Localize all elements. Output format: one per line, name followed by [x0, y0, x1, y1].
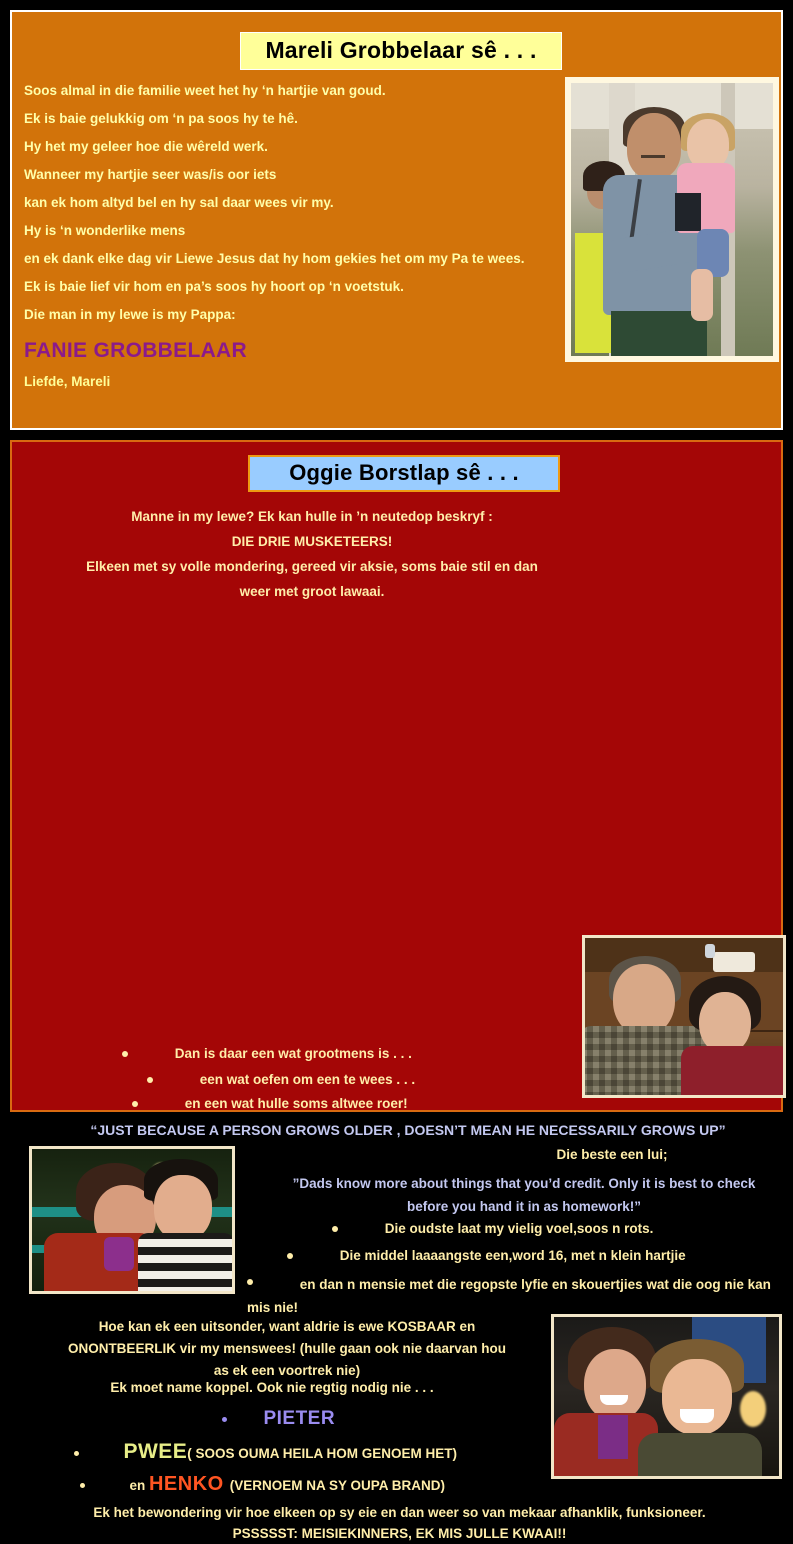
- bullet-dot: [287, 1253, 293, 1259]
- bullet-text: een wat oefen om een te wees . . .: [199, 1072, 416, 1087]
- body-line: Die man in my lewe is my Pappa:: [24, 307, 236, 322]
- bullet-item: [132, 1096, 408, 1111]
- bullet-dot: [247, 1279, 253, 1285]
- bullet-text: Die oudste laat my vielig voel,soos n rots.: [384, 1221, 654, 1236]
- slide-two-intro: [52, 504, 572, 604]
- body-line: Wanneer my hartjie seer was/is oor iets: [24, 167, 277, 182]
- name-henko-note: (VERNOEM NA SY OUPA BRAND): [229, 1478, 445, 1493]
- woman-kissing-teen-boy-photo: [29, 1146, 235, 1294]
- bullet-dot: [132, 1101, 138, 1107]
- koppel-text: Ek moet name koppel. Ook nie regtig nodig nie . . .: [110, 1380, 434, 1395]
- name-henko: HENKO: [148, 1473, 224, 1495]
- slide-one-body: [24, 78, 564, 330]
- name-pwee: PWEE: [123, 1440, 188, 1463]
- hoe-kan-ek-block: [22, 1316, 552, 1382]
- bullet-item: [287, 1248, 686, 1263]
- signoff-text: Liefde, Mareli: [24, 374, 111, 389]
- bullet-item: [247, 1273, 793, 1319]
- bullet-dot: [74, 1451, 79, 1456]
- bullet-dot: [222, 1417, 227, 1422]
- english-quote-two: [250, 1172, 793, 1218]
- bullet-text: Dan is daar een wat grootmens is . . .: [174, 1046, 412, 1061]
- body-line: Hy het my geleer hoe die wêreld werk.: [24, 139, 268, 154]
- body-line: Ek is baie gelukkig om ‘n pa soos hy te hê.: [24, 111, 298, 126]
- closing-line: Ek het bewondering vir hoe elkeen op sy eie en dan weer so van mekaar afhanklik, funksioneer.: [93, 1505, 706, 1520]
- bullet-dot: [147, 1077, 153, 1083]
- name-pieter: PIETER: [263, 1408, 336, 1429]
- name-item-henko: [80, 1473, 445, 1496]
- beste-lui-text: Die beste een lui;: [556, 1147, 668, 1162]
- bullet-text: en dan n mensie met die regopste lyfie en skouertjies wat die oog nie kan mis nie!: [247, 1277, 771, 1315]
- bullet-dot: [80, 1483, 85, 1488]
- bullet-item: [332, 1221, 653, 1236]
- slide-one-title: Mareli Grobbelaar sê . . .: [240, 32, 562, 70]
- slide-oggie: [10, 440, 783, 1541]
- name-item-pieter: [222, 1408, 335, 1430]
- hoe-line: as ek een voortrek nie): [213, 1363, 361, 1378]
- body-line: Hy is ‘n wonderlike mens: [24, 223, 186, 238]
- father-holding-toddler-photo: [565, 77, 779, 362]
- bullet-text: en een wat hulle soms altwee roer!: [184, 1096, 408, 1111]
- name-henko-prefix: en: [129, 1478, 149, 1493]
- closing-block: [22, 1502, 777, 1544]
- intro-line: Elkeen met sy volle mondering, gereed vir aksie, soms baie stil en dan: [86, 559, 538, 574]
- body-line: kan ek hom altyd bel en hy sal daar wees vir my.: [24, 195, 334, 210]
- quote-line: ”Dads know more about things that you’d credit. Only it is best to check: [292, 1176, 756, 1191]
- body-line: Ek is baie lief vir hom en pa’s soos hy hoort op ‘n voetstuk.: [24, 279, 404, 294]
- bullet-item: [122, 1046, 412, 1061]
- slide-two-title: Oggie Borstlap sê . . .: [248, 455, 560, 492]
- father-name-heading: FANIE GROBBELAAR: [24, 339, 247, 362]
- body-line: Soos almal in die familie weet het hy ‘n hartjie van goud.: [24, 83, 386, 98]
- intro-line: weer met groot lawaai.: [239, 584, 385, 599]
- bullet-dot: [332, 1226, 338, 1232]
- man-and-woman-at-table-photo: [582, 935, 786, 1098]
- bullet-text: Die middel laaaangste een,word 16, met n klein hartjie: [339, 1248, 686, 1263]
- hoe-line: ONONTBEERLIK vir my menswees! (hulle gaan ook nie daarvan hou: [67, 1341, 507, 1356]
- name-pwee-note: ( SOOS OUMA HEILA HOM GENOEM HET): [187, 1446, 458, 1461]
- english-quote-one: “JUST BECAUSE A PERSON GROWS OLDER , DOESN’T MEAN HE NECESSARILY GROWS UP”: [90, 1122, 726, 1138]
- intro-line: Manne in my lewe? Ek kan hulle in ’n neutedop beskryf :: [131, 509, 493, 524]
- woman-and-boy-smiling-photo: [551, 1314, 782, 1479]
- name-item-pwee: [74, 1440, 457, 1464]
- body-line: en ek dank elke dag vir Liewe Jesus dat hy hom gekies het om my Pa te wees.: [24, 251, 525, 266]
- intro-line: DIE DRIE MUSKETEERS!: [231, 534, 393, 549]
- bullet-dot: [122, 1051, 128, 1057]
- closing-line: PSSSSST: MEISIEKINNERS, EK MIS JULLE KWAAI!!: [232, 1526, 567, 1541]
- slide-mareli: [10, 10, 783, 430]
- bullet-item: [147, 1072, 415, 1087]
- hoe-line: Hoe kan ek een uitsonder, want aldrie is ewe KOSBAAR en: [98, 1319, 476, 1334]
- quote-line: before you hand it in as homework!”: [406, 1199, 642, 1214]
